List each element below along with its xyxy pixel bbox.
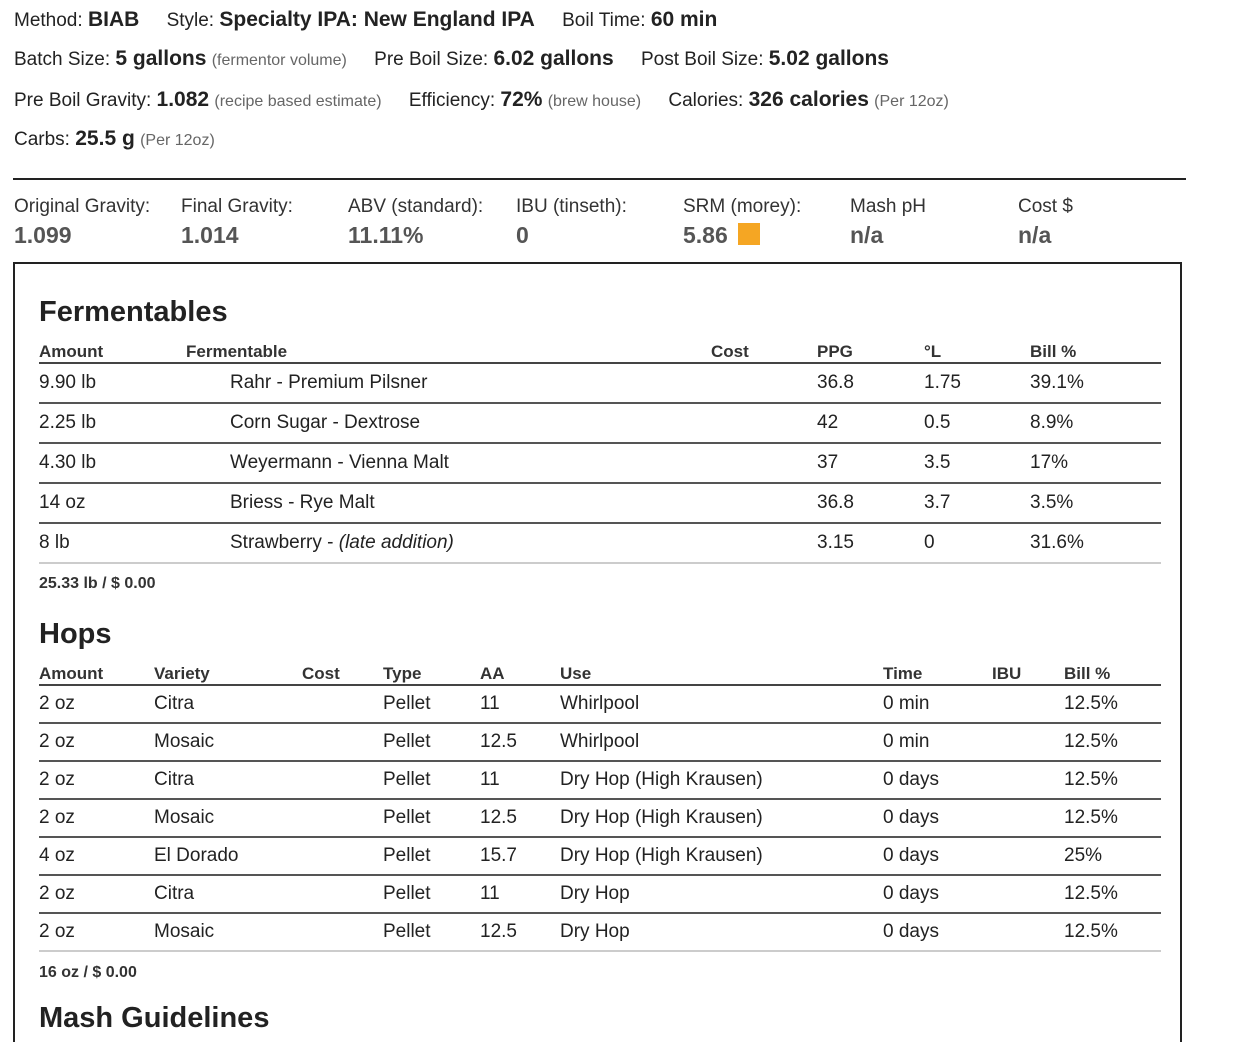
stats-bar	[14, 196, 1187, 252]
fermentable-lovibond: 1.75	[924, 363, 1030, 403]
fermentables-title: Fermentables	[39, 296, 228, 328]
fermentable-name-text: Weyermann - Vienna Malt	[230, 452, 449, 473]
fermentable-name	[186, 403, 711, 443]
fermentable-ppg: 37	[817, 443, 924, 483]
col-time: Time	[883, 658, 992, 685]
hop-amount: 2 oz	[39, 685, 154, 723]
hops-table	[39, 658, 1161, 952]
stat-fg: Final Gravity: 1.014	[181, 196, 293, 248]
fermentable-lovibond: 0	[924, 523, 1030, 563]
hop-row	[39, 685, 1161, 723]
col-fermentable: Fermentable	[186, 336, 711, 363]
hop-ibu	[992, 837, 1064, 875]
hop-use: Whirlpool	[560, 723, 883, 761]
hop-use: Dry Hop (High Krausen)	[560, 837, 883, 875]
pre-boil-size-item: Pre Boil Size: 6.02 gallons	[374, 47, 614, 70]
hop-type: Pellet	[383, 761, 480, 799]
boil-time-item: Boil Time: 60 min	[562, 8, 718, 31]
hop-variety: El Dorado	[154, 837, 302, 875]
fermentable-row	[39, 443, 1161, 483]
hop-cost	[302, 799, 383, 837]
col-use: Use	[560, 658, 883, 685]
hop-use: Dry Hop (High Krausen)	[560, 761, 883, 799]
hop-type: Pellet	[383, 875, 480, 913]
hop-type: Pellet	[383, 723, 480, 761]
fermentable-cost	[711, 363, 817, 403]
col-ibu: IBU	[992, 658, 1064, 685]
hop-cost	[302, 837, 383, 875]
col-bill: Bill %	[1030, 336, 1161, 363]
col-amount: Amount	[39, 658, 154, 685]
hop-type: Pellet	[383, 685, 480, 723]
hop-type: Pellet	[383, 799, 480, 837]
hop-aa: 15.7	[480, 837, 560, 875]
col-bill: Bill %	[1064, 658, 1161, 685]
hop-aa: 12.5	[480, 723, 560, 761]
stat-abv: ABV (standard): 11.11%	[348, 196, 484, 248]
srm-color-swatch	[738, 223, 760, 245]
hop-row	[39, 723, 1161, 761]
hop-cost	[302, 875, 383, 913]
fermentable-cost	[711, 403, 817, 443]
hop-amount: 2 oz	[39, 761, 154, 799]
mash-guidelines-title: Mash Guidelines	[39, 1002, 270, 1034]
col-type: Type	[383, 658, 480, 685]
hop-ibu	[992, 799, 1064, 837]
carbs-item: Carbs: 25.5 g (Per 12oz)	[14, 127, 215, 150]
col-variety: Variety	[154, 658, 302, 685]
method-item: Method: BIAB	[14, 8, 140, 31]
pre-boil-gravity-item: Pre Boil Gravity: 1.082 (recipe based estimate)	[14, 88, 382, 111]
stat-cost: Cost $ n/a	[1018, 196, 1073, 248]
col-cost: Cost	[302, 658, 383, 685]
hop-row	[39, 799, 1161, 837]
fermentable-name	[186, 443, 711, 483]
hop-bill: 12.5%	[1064, 913, 1161, 951]
fermentables-table	[39, 336, 1161, 564]
hop-variety: Citra	[154, 685, 302, 723]
fermentable-ppg: 36.8	[817, 363, 924, 403]
col-lovibond: °L	[924, 336, 1030, 363]
hop-variety: Mosaic	[154, 913, 302, 951]
fermentable-bill: 31.6%	[1030, 523, 1161, 563]
hop-variety: Mosaic	[154, 799, 302, 837]
hop-cost	[302, 761, 383, 799]
summary-line-3	[14, 88, 971, 114]
col-ppg: PPG	[817, 336, 924, 363]
col-cost: Cost	[711, 336, 817, 363]
hop-aa: 12.5	[480, 799, 560, 837]
hop-aa: 11	[480, 761, 560, 799]
hop-amount: 2 oz	[39, 875, 154, 913]
hop-time: 0 min	[883, 685, 992, 723]
hop-bill: 12.5%	[1064, 723, 1161, 761]
divider	[13, 178, 1186, 180]
hop-row	[39, 837, 1161, 875]
fermentable-ppg: 36.8	[817, 483, 924, 523]
hop-use: Whirlpool	[560, 685, 883, 723]
hop-use: Dry Hop (High Krausen)	[560, 799, 883, 837]
col-aa: AA	[480, 658, 560, 685]
fermentable-row	[39, 483, 1161, 523]
fermentable-lovibond: 0.5	[924, 403, 1030, 443]
hop-cost	[302, 723, 383, 761]
hop-bill: 25%	[1064, 837, 1161, 875]
hop-bill: 12.5%	[1064, 875, 1161, 913]
hop-ibu	[992, 913, 1064, 951]
hop-cost	[302, 685, 383, 723]
hop-type: Pellet	[383, 913, 480, 951]
hop-row	[39, 875, 1161, 913]
hop-time: 0 days	[883, 875, 992, 913]
style-item: Style: Specialty IPA: New England IPA	[166, 8, 535, 31]
recipe-panel	[13, 262, 1182, 1042]
hop-ibu	[992, 723, 1064, 761]
hops-header-row	[39, 658, 1161, 685]
hop-amount: 2 oz	[39, 913, 154, 951]
fermentable-name-text: Briess - Rye Malt	[230, 492, 375, 513]
hop-time: 0 days	[883, 761, 992, 799]
batch-size-item: Batch Size: 5 gallons (fermentor volume)	[14, 47, 347, 70]
summary-line-1	[14, 8, 739, 33]
fermentable-amount: 8 lb	[39, 523, 186, 563]
fermentable-name	[186, 483, 711, 523]
hop-time: 0 days	[883, 837, 992, 875]
fermentable-note: (late addition)	[338, 532, 454, 553]
fermentable-amount: 2.25 lb	[39, 403, 186, 443]
hop-use: Dry Hop	[560, 875, 883, 913]
post-boil-size-item: Post Boil Size: 5.02 gallons	[640, 47, 889, 70]
col-amount: Amount	[39, 336, 186, 363]
hop-amount: 2 oz	[39, 723, 154, 761]
hop-row	[39, 913, 1161, 951]
fermentable-amount: 4.30 lb	[39, 443, 186, 483]
fermentable-lovibond: 3.7	[924, 483, 1030, 523]
hop-bill: 12.5%	[1064, 761, 1161, 799]
hop-time: 0 days	[883, 913, 992, 951]
srm-value: 5.86	[683, 222, 728, 248]
hop-time: 0 days	[883, 799, 992, 837]
hop-ibu	[992, 761, 1064, 799]
stat-ibu: IBU (tinseth): 0	[516, 196, 627, 248]
summary-line-2	[14, 47, 911, 73]
hop-aa: 11	[480, 685, 560, 723]
fermentable-cost	[711, 443, 817, 483]
hop-variety: Citra	[154, 761, 302, 799]
hop-use: Dry Hop	[560, 913, 883, 951]
hops-total: 16 oz / $ 0.00	[39, 964, 137, 981]
hop-cost	[302, 913, 383, 951]
hop-amount: 4 oz	[39, 837, 154, 875]
hop-row	[39, 761, 1161, 799]
fermentable-bill: 17%	[1030, 443, 1161, 483]
fermentable-lovibond: 3.5	[924, 443, 1030, 483]
fermentable-name	[186, 363, 711, 403]
stat-mash-ph: Mash pH n/a	[850, 196, 927, 248]
fermentable-cost	[711, 483, 817, 523]
fermentable-name-text: Strawberry -	[230, 532, 339, 553]
fermentable-bill: 8.9%	[1030, 403, 1161, 443]
fermentable-amount: 9.90 lb	[39, 363, 186, 403]
fermentable-name-text: Corn Sugar - Dextrose	[230, 412, 421, 433]
fermentables-total: 25.33 lb / $ 0.00	[39, 575, 156, 592]
hop-variety: Mosaic	[154, 723, 302, 761]
hop-bill: 12.5%	[1064, 685, 1161, 723]
hop-ibu	[992, 685, 1064, 723]
fermentable-row	[39, 363, 1161, 403]
fermentable-row	[39, 403, 1161, 443]
stat-srm: SRM (morey): 5.86	[683, 196, 802, 248]
fermentable-row	[39, 523, 1161, 563]
calories-item: Calories: 326 calories (Per 12oz)	[668, 88, 949, 111]
fermentable-bill: 39.1%	[1030, 363, 1161, 403]
fermentable-cost	[711, 523, 817, 563]
hop-aa: 12.5	[480, 913, 560, 951]
fermentable-ppg: 3.15	[817, 523, 924, 563]
summary-line-4	[14, 127, 237, 153]
hop-bill: 12.5%	[1064, 799, 1161, 837]
hops-title: Hops	[39, 618, 112, 650]
hop-amount: 2 oz	[39, 799, 154, 837]
hop-aa: 11	[480, 875, 560, 913]
fermentable-name-text: Rahr - Premium Pilsner	[230, 372, 428, 393]
fermentable-amount: 14 oz	[39, 483, 186, 523]
hop-variety: Citra	[154, 875, 302, 913]
stat-og: Original Gravity: 1.099	[14, 196, 151, 248]
fermentables-header-row	[39, 336, 1161, 363]
fermentable-bill: 3.5%	[1030, 483, 1161, 523]
fermentable-ppg: 42	[817, 403, 924, 443]
hop-time: 0 min	[883, 723, 992, 761]
hop-type: Pellet	[383, 837, 480, 875]
efficiency-item: Efficiency: 72% (brew house)	[408, 88, 642, 111]
hop-ibu	[992, 875, 1064, 913]
fermentable-name	[186, 523, 711, 563]
